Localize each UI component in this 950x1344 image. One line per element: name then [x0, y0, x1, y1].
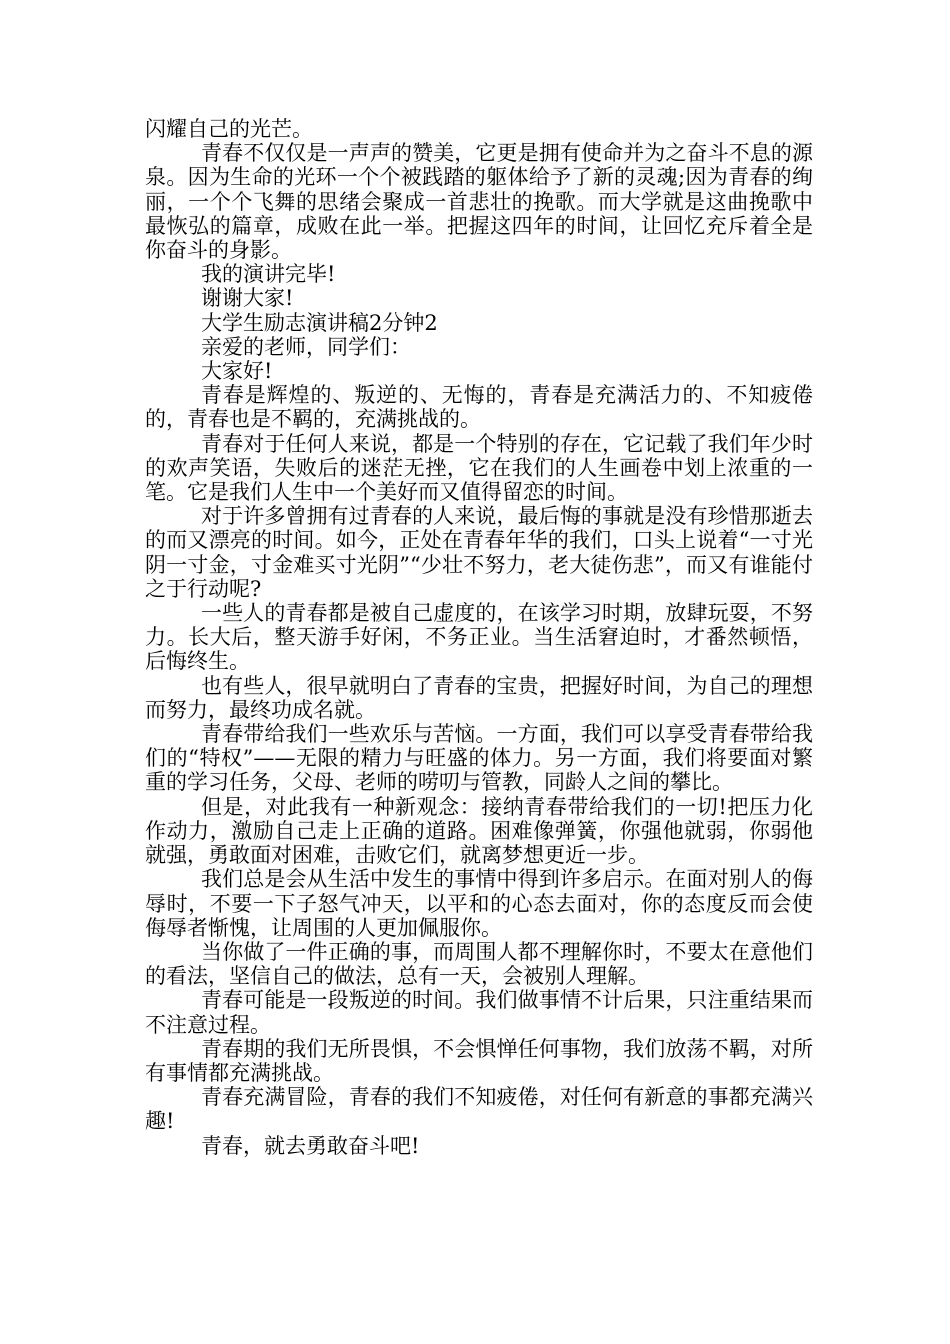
document-body — [145, 117, 813, 1158]
paragraph: 但是，对此我有一种新观念：接纳青春带给我们的一切!把压力化作动力，激励自己走上正确的道路。困难像弹簧，你强他就弱，你弱他就强，勇敢面对困难，击败它们，就离梦想更近一步。 — [145, 794, 813, 868]
paragraph: 一些人的青春都是被自己虚度的，在该学习时期，放肆玩耍，不努力。长大后，整天游手好闲，不务正业。当生活窘迫时，才番然顿悟，后悔终生。 — [145, 601, 813, 674]
paragraph: 对于许多曾拥有过青春的人来说，最后悔的事就是没有珍惜那逝去的而又漂亮的时间。如今，正处在青春年华的我们，口头上说着“一寸光阴一寸金，寸金难买寸光阴”“少壮不努力，老大徒伤悲”，而又有谁能付之于行动呢? — [145, 504, 813, 601]
paragraph: 青春可能是一段叛逆的时间。我们做事情不计后果，只注重结果而不注意过程。 — [145, 988, 813, 1037]
paragraph: 青春带给我们一些欢乐与苦恼。一方面，我们可以享受青春带给我们的“特权”——无限的精力与旺盛的体力。另一方面，我们将要面对繁重的学习任务，父母、老师的唠叨与管教，同龄人之间的攀比。 — [145, 722, 813, 795]
greeting: 大家好! — [201, 359, 273, 384]
paragraph: 青春，就去勇敢奋斗吧! — [201, 1133, 420, 1158]
section-title: 大学生励志演讲稿2分钟2 — [201, 310, 438, 335]
paragraph: 我的演讲完毕! — [201, 262, 336, 287]
paragraph: 青春对于任何人来说，都是一个特别的存在，它记载了我们年少时的欢声笑语，失败后的迷茫无挫，它在我们的人生画卷中划上浓重的一笔。它是我们人生中一个美好而又值得留恋的时间。 — [145, 431, 813, 505]
salutation: 亲爱的老师，同学们： — [201, 334, 411, 359]
paragraph: 青春是辉煌的、叛逆的、无悔的，青春是充满活力的、不知疲倦的，青春也是不羁的，充满挑战的。 — [145, 383, 813, 432]
paragraph: 闪耀自己的光芒。 — [145, 117, 313, 141]
paragraph: 谢谢大家! — [201, 286, 294, 311]
paragraph: 我们总是会从生活中发生的事情中得到许多启示。在面对别人的侮辱时，不要一下子怒气冲天，以平和的心态去面对，你的态度反而会使侮辱者惭愧，让周围的人更加佩服你。 — [145, 867, 813, 940]
paragraph: 当你做了一件正确的事，而周围人都不理解你时，不要太在意他们的看法，坚信自己的做法，总有一天，会被别人理解。 — [145, 939, 813, 989]
paragraph: 也有些人，很早就明白了青春的宝贵，把握好时间，为自己的理想而努力，最终功成名就。 — [145, 673, 813, 722]
paragraph: 青春充满冒险，青春的我们不知疲倦，对任何有新意的事都充满兴趣! — [145, 1085, 813, 1134]
paragraph: 青春不仅仅是一声声的赞美，它更是拥有使命并为之奋斗不息的源泉。因为生命的光环一个个被践踏的躯体给予了新的灵魂;因为青春的绚丽，一个个飞舞的思绪会聚成一首悲壮的挽歌。而大学就是这曲挽歌中最恢弘的篇章，成败在此一举。把握这四年的时间，让回忆充斥着全是你奋斗的身影。 — [145, 141, 813, 263]
paragraph: 青春期的我们无所畏惧，不会惧惮任何事物，我们放荡不羁，对所有事情都充满挑战。 — [145, 1036, 813, 1085]
